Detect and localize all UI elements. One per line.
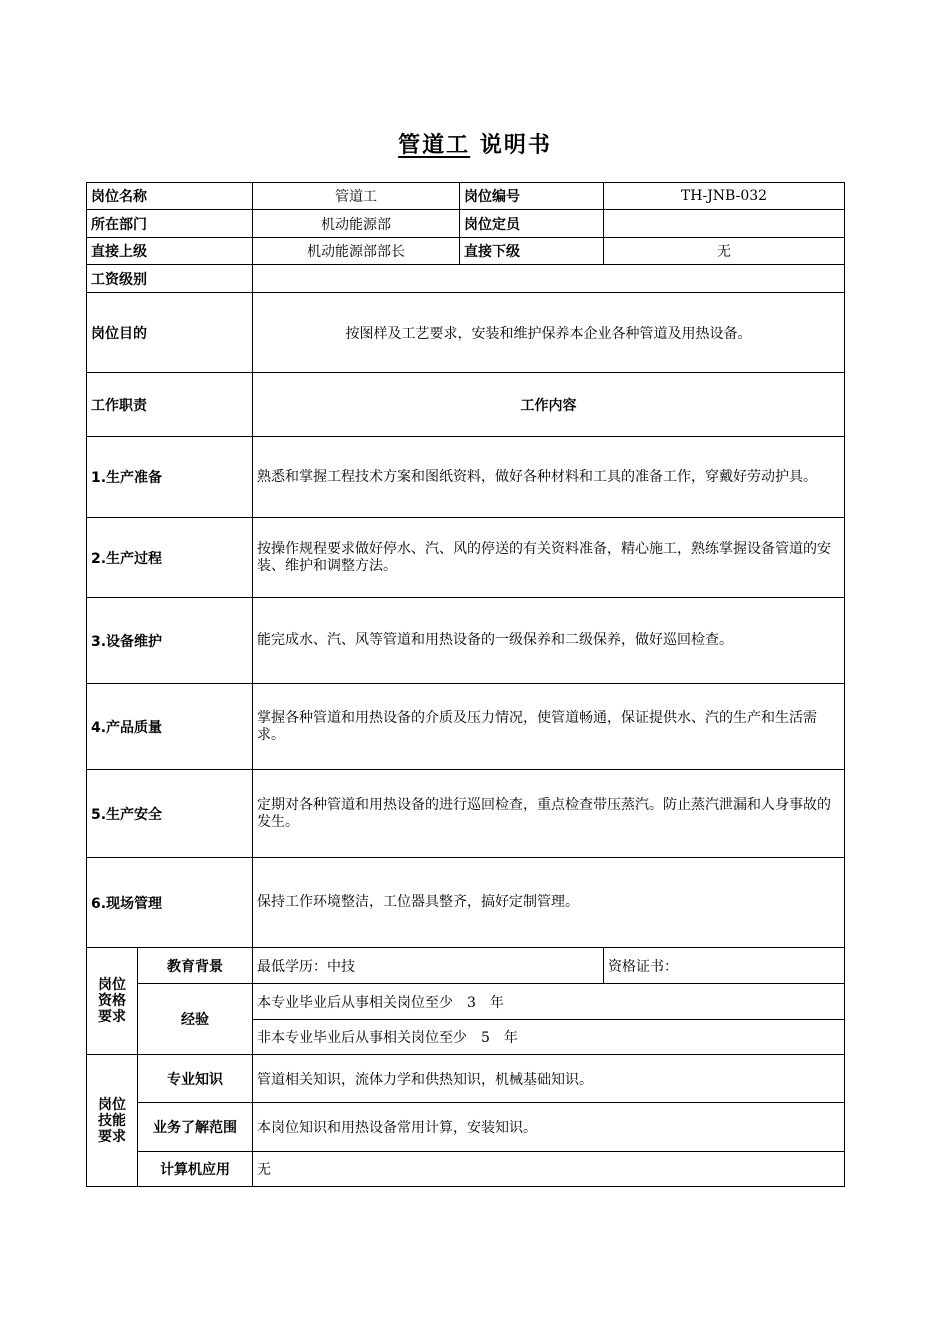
label-salary: 工资级别 — [87, 265, 253, 293]
label-skills: 岗位技能要求 — [87, 1055, 138, 1187]
value-exp-other-major: 非本专业毕业后从事相关岗位至少 5 年 — [253, 1020, 845, 1055]
label-qualification: 岗位资格要求 — [87, 948, 138, 1055]
label-superior: 直接上级 — [87, 238, 253, 265]
label-position-code: 岗位编号 — [460, 183, 604, 210]
value-superior: 机动能源部部长 — [253, 238, 460, 265]
value-staffing — [604, 210, 845, 238]
page-title — [0, 128, 950, 159]
value-knowledge: 管道相关知识，流体力学和供热知识，机械基础知识。 — [253, 1055, 845, 1103]
duty-label: 1.生产准备 — [87, 437, 253, 518]
label-position-name: 岗位名称 — [87, 183, 253, 210]
label-computer: 计算机应用 — [138, 1152, 253, 1187]
label-subordinate: 直接下级 — [460, 238, 604, 265]
value-purpose: 按图样及工艺要求，安装和维护保养本企业各种管道及用热设备。 — [253, 293, 845, 373]
value-exp-same-major: 本专业毕业后从事相关岗位至少 3 年 — [253, 984, 845, 1020]
duty-text: 保持工作环境整洁，工位器具整齐，搞好定制管理。 — [253, 858, 845, 948]
label-scope: 业务了解范围 — [138, 1103, 253, 1152]
value-scope: 本岗位知识和用热设备常用计算，安装知识。 — [253, 1103, 845, 1152]
value-certificate: 资格证书： — [604, 948, 845, 984]
label-department: 所在部门 — [87, 210, 253, 238]
value-subordinate: 无 — [604, 238, 845, 265]
duty-text: 掌握各种管道和用热设备的介质及压力情况，使管道畅通，保证提供水、汽的生产和生活需求。 — [253, 684, 845, 770]
duties-content-header: 工作内容 — [253, 373, 845, 437]
duty-text: 按操作规程要求做好停水、汽、风的停送的有关资料准备，精心施工，熟练掌握设备管道的安装、维护和调整方法。 — [253, 518, 845, 598]
duty-text: 熟悉和掌握工程技术方案和图纸资料，做好各种材料和工具的准备工作，穿戴好劳动护具。 — [253, 437, 845, 518]
value-computer: 无 — [253, 1152, 845, 1187]
duty-text: 定期对各种管道和用热设备的进行巡回检查，重点检查带压蒸汽。防止蒸汽泄漏和人身事故的发生。 — [253, 770, 845, 858]
label-purpose: 岗位目的 — [87, 293, 253, 373]
value-salary — [253, 265, 845, 293]
value-position-name: 管道工 — [253, 183, 460, 210]
value-education: 最低学历：中技 — [253, 948, 604, 984]
job-description-table — [86, 182, 845, 1187]
duty-label: 2.生产过程 — [87, 518, 253, 598]
duty-label: 5.生产安全 — [87, 770, 253, 858]
title-suffix: 说明书 — [479, 132, 552, 158]
value-position-code: TH-JNB-032 — [604, 183, 845, 210]
title-job: 管道工 — [398, 132, 471, 158]
duty-label: 3.设备维护 — [87, 598, 253, 684]
duty-text: 能完成水、汽、风等管道和用热设备的一级保养和二级保养，做好巡回检查。 — [253, 598, 845, 684]
duty-label: 6.现场管理 — [87, 858, 253, 948]
label-experience: 经验 — [138, 984, 253, 1055]
value-department: 机动能源部 — [253, 210, 460, 238]
label-knowledge: 专业知识 — [138, 1055, 253, 1103]
duty-label: 4.产品质量 — [87, 684, 253, 770]
label-staffing: 岗位定员 — [460, 210, 604, 238]
label-education: 教育背景 — [138, 948, 253, 984]
label-duties: 工作职责 — [87, 373, 253, 437]
